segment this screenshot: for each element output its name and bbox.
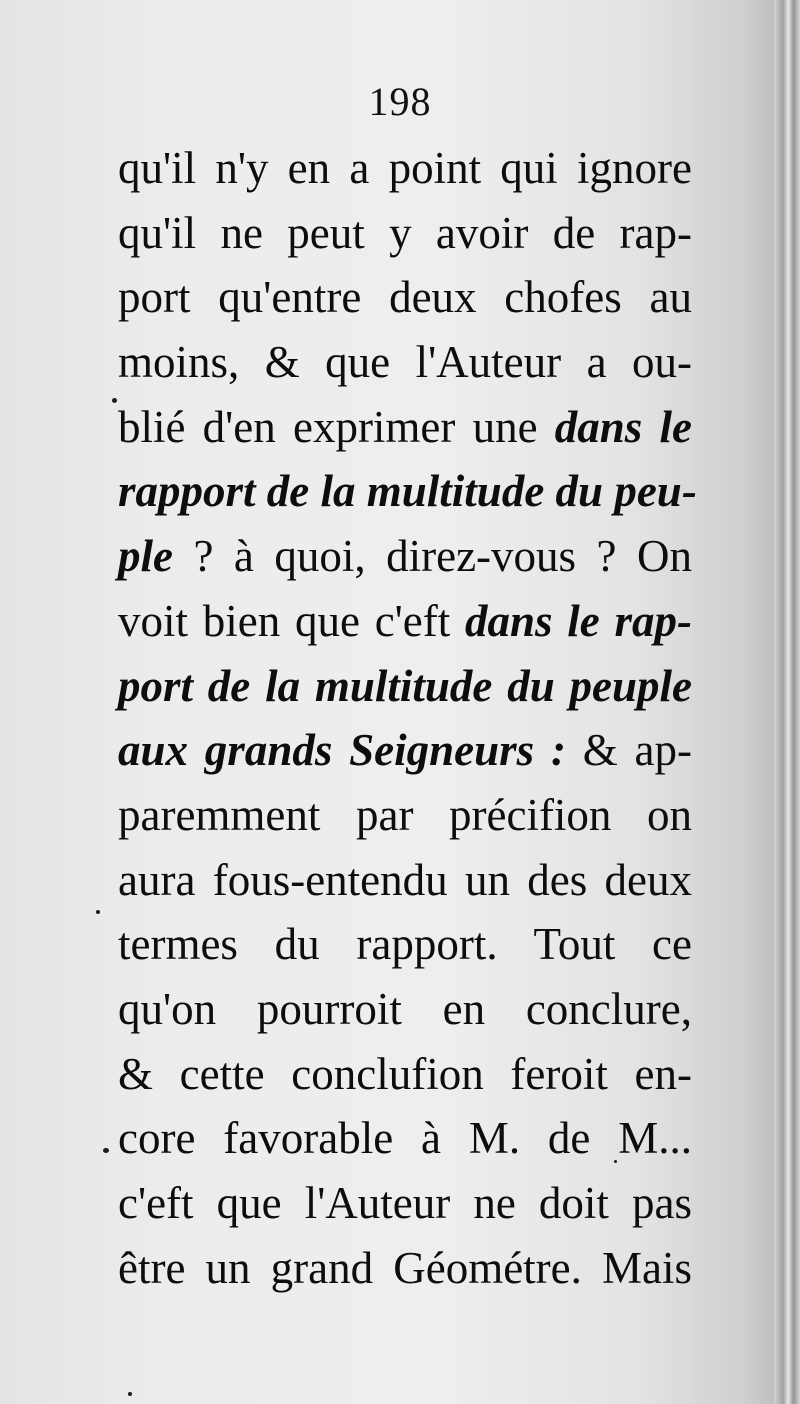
text-line — [118, 265, 692, 330]
italic-text: aux grands Seigneurs : — [118, 725, 566, 776]
text-segment: qu'il ne peut y avoir de rap- — [118, 207, 692, 258]
text-line — [118, 654, 692, 719]
text-line — [118, 136, 692, 201]
italic-text: port de la multitude du peuple — [118, 660, 692, 711]
page-number: 198 — [368, 79, 432, 124]
ink-speck — [103, 1148, 109, 1153]
text-segment: qu'il n'y en a point qui ignore — [118, 143, 692, 193]
ink-speck — [112, 398, 117, 403]
text-line — [118, 718, 692, 783]
text-line — [118, 977, 692, 1042]
text-segment: moins, & que l'Auteur a ou- — [118, 337, 692, 388]
italic-text: ple — [118, 531, 173, 582]
text-segment: voit bien que c'eft — [118, 595, 465, 646]
text-segment: c'eft que l'Auteur ne doit pas — [118, 1178, 692, 1228]
text-segment: qu'on pourroit en conclure, — [118, 983, 692, 1034]
text-line — [118, 1236, 692, 1301]
text-segment: blié d'en exprimer une — [118, 401, 555, 452]
text-segment: aura fous-entendu un des deux — [118, 854, 692, 905]
text-segment: & ap- — [565, 725, 692, 776]
italic-text: dans le rap- — [465, 595, 693, 646]
text-line — [118, 1042, 692, 1107]
text-line — [118, 395, 692, 460]
text-segment: paremment par précifion on — [118, 789, 692, 840]
text-line — [118, 330, 692, 395]
text-segment: ? à quoi, direz-vous ? On — [172, 531, 692, 582]
text-segment: être un grand Géométre. Mais — [118, 1242, 692, 1293]
text-line — [118, 524, 692, 589]
italic-text: rapport de la multitude du peu- — [118, 466, 697, 517]
text-line — [118, 459, 697, 524]
text-line — [118, 1106, 692, 1171]
italic-text: dans le — [554, 401, 692, 452]
text-line — [118, 912, 692, 977]
text-line — [118, 783, 692, 848]
text-line — [118, 848, 692, 913]
body-text — [118, 136, 697, 1300]
text-segment: port qu'entre deux chofes au — [118, 272, 692, 323]
ink-speck — [128, 1392, 132, 1396]
text-line — [118, 201, 692, 266]
page-edge-shadow — [774, 0, 800, 1404]
text-segment: termes du rapport. Tout ce — [118, 919, 692, 970]
text-segment: & cette conclufion feroit en- — [118, 1048, 692, 1099]
text-line — [118, 1171, 692, 1236]
ink-speck — [96, 910, 100, 914]
text-segment: core favorable à M. de M... — [118, 1113, 692, 1164]
text-line — [118, 589, 692, 654]
